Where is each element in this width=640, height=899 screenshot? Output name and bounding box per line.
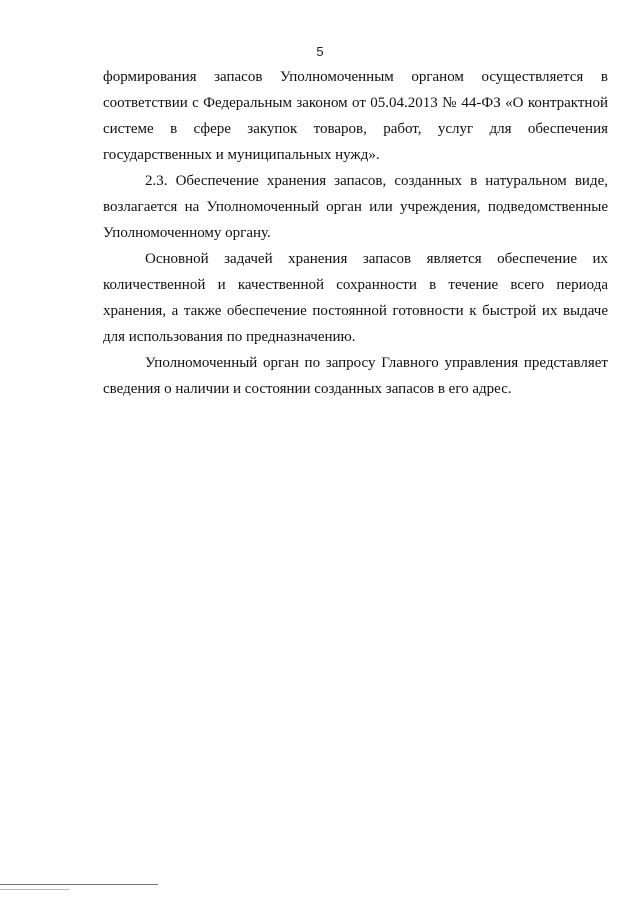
document-body	[103, 64, 608, 402]
page-number: 5	[316, 44, 324, 59]
footer-rule	[0, 884, 158, 885]
paragraph-continuation: формирования запасов Уполномоченным органом осуществляется в соответствии с Федеральным законом от 05.04.2013 № 44-ФЗ «О контрактной системе в сфере закупок товаров, работ, услуг для обеспечения государственных и муниципальных нужд».	[103, 69, 608, 163]
paragraph-storage-task: Основной задачей хранения запасов является обеспечение их количественной и качественной сохранности в течение всего периода хранения, а также обеспечение постоянной готовности к быстрой их выдаче для использования по предназначению.	[103, 251, 608, 345]
footer-rule-secondary	[0, 889, 70, 890]
paragraph-2-3: 2.3. Обеспечение хранения запасов, созданных в натуральном виде, возлагается на Уполномоченный орган или учреждения, подведомственные Уполномоченному органу.	[103, 173, 608, 241]
paragraph-information: Уполномоченный орган по запросу Главного управления представляет сведения о наличии и состоянии созданных запасов в его адрес.	[103, 355, 608, 397]
